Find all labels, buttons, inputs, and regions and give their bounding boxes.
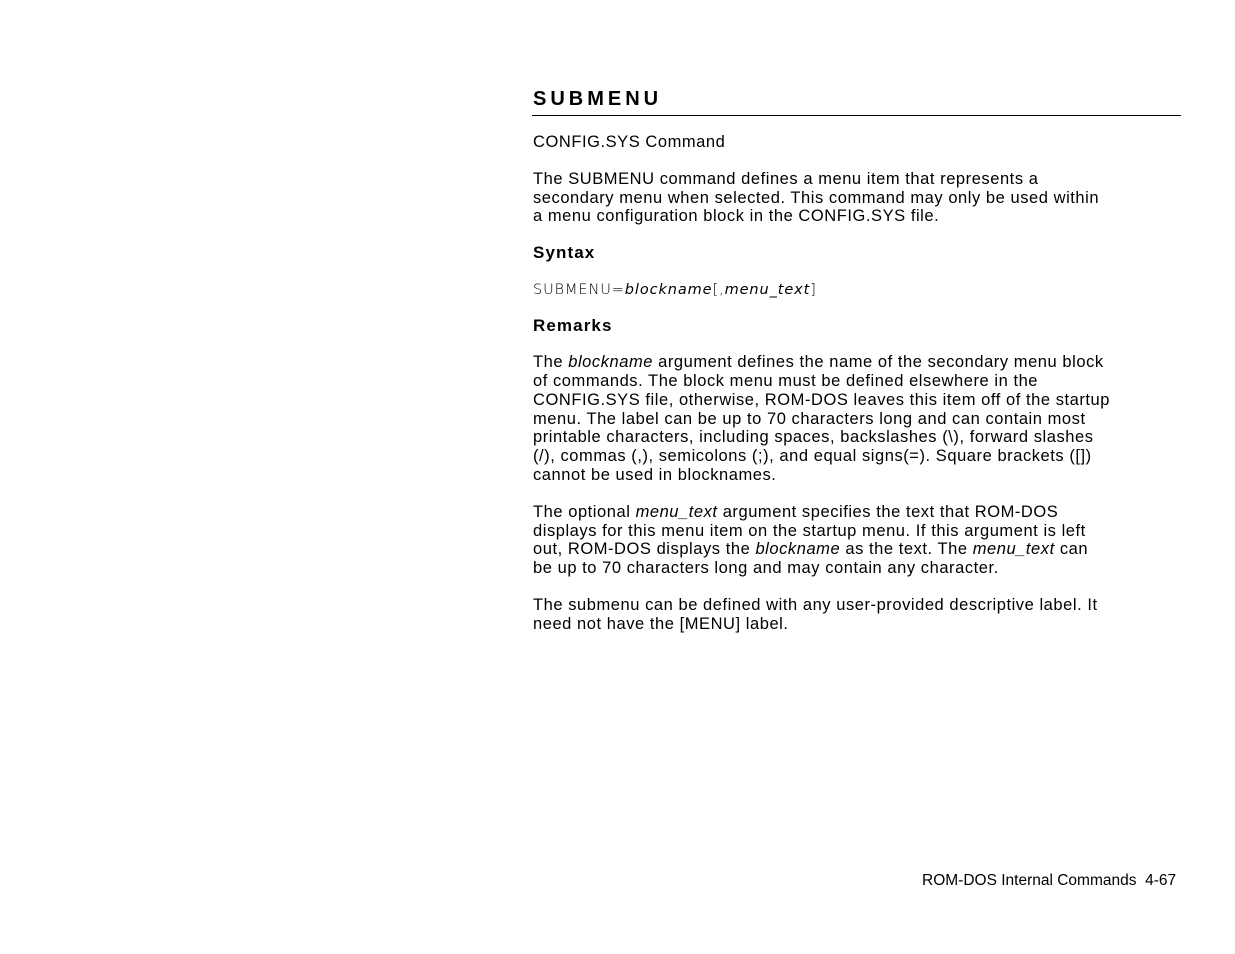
remarks-p2-text-e: as the text. The xyxy=(840,540,973,559)
remarks-p1-text-b: argument defines the name of the secondary menu block of commands. The block menu must be defined elsewhere in the CONFIG.SYS file, otherwise, ROM-DOS leaves this item off of the startup menu. The label can be up to 70 characters long and can contain most printable characters, including spaces, backslashes (\), forward slashes (/), commas (,), semicolons (;), and equal signs(=). Square brackets ([]) cannot be used in blocknames. xyxy=(533,353,1111,484)
syntax-arg-blockname: blockname xyxy=(624,282,713,299)
syntax-bracket-close: ] xyxy=(810,282,817,299)
document-page xyxy=(532,86,1182,634)
remarks-p1-text-a: The xyxy=(533,353,569,372)
remarks-paragraph-2 xyxy=(532,503,1182,578)
syntax-command: SUBMENU= xyxy=(533,282,625,299)
remarks-p2-text-c: argument specifies the text that ROM-DOS displays for this menu item on the startup menu. If this argument is left out, ROM-DOS displays the xyxy=(533,502,1086,559)
syntax-line xyxy=(532,281,1182,299)
remarks-p2-text-g: can be up to 70 characters long and may contain any character. xyxy=(533,540,1089,578)
remarks-p2-text-a: The optional xyxy=(533,502,636,521)
intro-paragraph: The SUBMENU command defines a menu item that represents a secondary menu when selected. This command may only be used within a menu configuration block in the CONFIG.SYS file. xyxy=(533,169,1100,226)
syntax-bracket-open: [, xyxy=(712,282,725,299)
syntax-arg-menu-text: menu_text xyxy=(724,282,811,299)
page-footer: ROM-DOS Internal Commands 4-67 xyxy=(922,872,1177,889)
remarks-p2-italic-blockname: blockname xyxy=(755,540,841,559)
remarks-p1-italic-blockname: blockname xyxy=(568,353,653,372)
remarks-p2-italic-menu-text: menu_text xyxy=(635,502,718,521)
remarks-paragraph-1 xyxy=(532,353,1182,485)
title-divider xyxy=(532,115,1181,116)
section-title: SUBMENU xyxy=(533,88,663,110)
remarks-heading: Remarks xyxy=(533,316,613,336)
command-type-line: CONFIG.SYS Command xyxy=(533,133,726,151)
remarks-p2-italic-menu-text-2: menu_text xyxy=(972,540,1055,559)
syntax-heading: Syntax xyxy=(533,243,596,263)
remarks-paragraph-3: The submenu can be defined with any user-provided descriptive label. It need not have the [MENU] label. xyxy=(533,595,1098,633)
